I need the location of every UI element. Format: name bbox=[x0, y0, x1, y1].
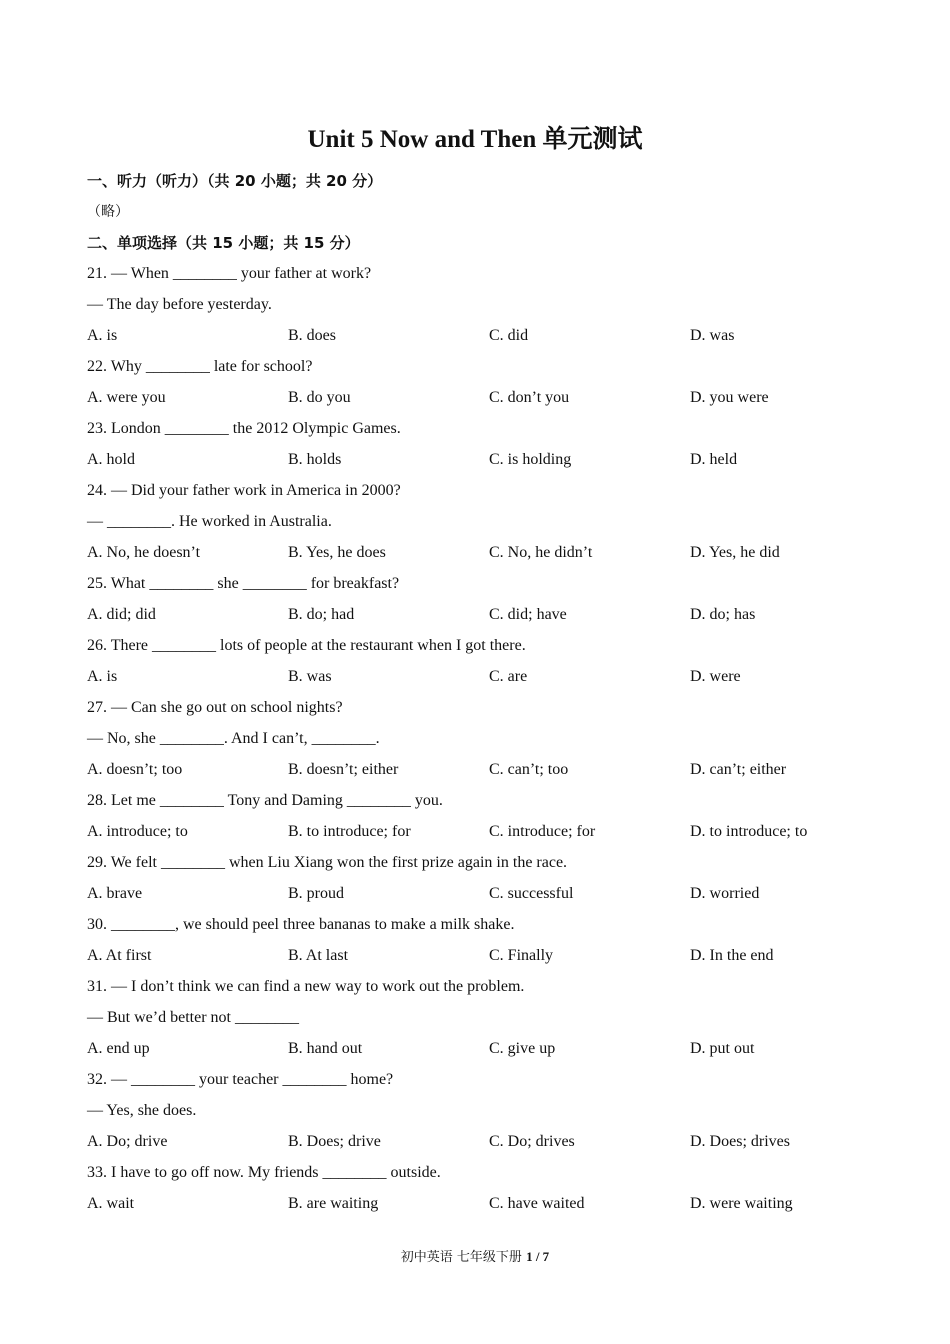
question-stem: 22. Why ________ late for school? bbox=[87, 358, 313, 375]
question-stem: 29. We felt ________ when Liu Xiang won the first prize again in the race. bbox=[87, 854, 568, 871]
answer-option: B. holds bbox=[288, 451, 342, 468]
answer-option: D. can’t; either bbox=[690, 761, 787, 778]
answer-option: B. doesn’t; either bbox=[288, 761, 399, 778]
question-dialogue-line: — No, she ________. And I can’t, ________. bbox=[87, 730, 380, 747]
question-dialogue-line: — ________. He worked in Australia. bbox=[87, 513, 332, 530]
page-title: Unit 5 Now and Then 单元测试 bbox=[307, 126, 643, 153]
answer-option: B. does bbox=[288, 327, 336, 344]
answer-option: C. Do; drives bbox=[489, 1133, 575, 1150]
answer-option: B. do; had bbox=[288, 606, 355, 623]
question-stem: 28. Let me ________ Tony and Daming ________ you. bbox=[87, 792, 443, 809]
answer-option: B. Does; drive bbox=[288, 1133, 381, 1150]
question-dialogue-line: — Yes, she does. bbox=[87, 1102, 197, 1119]
answer-option: C. successful bbox=[489, 885, 574, 902]
answer-option: A. were you bbox=[87, 389, 166, 406]
footer-page-number: 1 / 7 bbox=[526, 1249, 550, 1264]
answer-option: D. were bbox=[690, 668, 741, 685]
answer-option: C. give up bbox=[489, 1040, 556, 1057]
answer-option: A. wait bbox=[87, 1195, 135, 1212]
answer-option: D. worried bbox=[690, 885, 760, 902]
answer-option: C. Finally bbox=[489, 947, 554, 964]
answer-option: B. was bbox=[288, 668, 332, 685]
question-stem: 27. — Can she go out on school nights? bbox=[87, 699, 343, 716]
section-note: （略） bbox=[87, 204, 129, 220]
answer-option: A. introduce; to bbox=[87, 823, 188, 840]
answer-option: C. don’t you bbox=[489, 389, 570, 406]
answer-option: A. doesn’t; too bbox=[87, 761, 183, 778]
answer-option: A. No, he doesn’t bbox=[87, 544, 201, 561]
question-stem: 21. — When ________ your father at work? bbox=[87, 265, 372, 282]
answer-option: C. have waited bbox=[489, 1195, 585, 1212]
answer-option: B. do you bbox=[288, 389, 351, 406]
question-stem: 25. What ________ she ________ for breakfast? bbox=[87, 575, 400, 592]
footer-course: 初中英语 七年级下册 bbox=[400, 1250, 527, 1265]
answer-option: D. was bbox=[690, 327, 735, 344]
answer-option: D. to introduce; to bbox=[690, 823, 808, 840]
answer-option: A. is bbox=[87, 668, 118, 685]
answer-option: D. Does; drives bbox=[690, 1133, 790, 1150]
question-dialogue-line: — But we’d better not ________ bbox=[87, 1009, 299, 1026]
question-dialogue-line: — The day before yesterday. bbox=[87, 296, 272, 313]
section-heading-listening: 一、听力（听力）（共 20 小题；共 20 分） bbox=[87, 172, 383, 190]
answer-option: B. hand out bbox=[288, 1040, 363, 1057]
answer-option: B. Yes, he does bbox=[288, 544, 386, 561]
answer-option: D. you were bbox=[690, 389, 769, 406]
answer-option: C. did; have bbox=[489, 606, 567, 623]
question-stem: 31. — I don’t think we can find a new way to work out the problem. bbox=[87, 978, 525, 995]
answer-option: A. did; did bbox=[87, 606, 156, 623]
answer-option: A. Do; drive bbox=[87, 1133, 168, 1150]
answer-option: D. In the end bbox=[690, 947, 774, 964]
answer-option: C. is holding bbox=[489, 451, 572, 468]
question-stem: 33. I have to go off now. My friends ________ outside. bbox=[87, 1164, 441, 1181]
answer-option: D. do; has bbox=[690, 606, 756, 623]
answer-option: D. put out bbox=[690, 1040, 755, 1057]
answer-option: A. brave bbox=[87, 885, 143, 902]
answer-option: A. At first bbox=[87, 947, 152, 964]
answer-option: D. Yes, he did bbox=[690, 544, 780, 561]
question-stem: 23. London ________ the 2012 Olympic Games. bbox=[87, 420, 401, 437]
answer-option: D. held bbox=[690, 451, 738, 468]
answer-option: D. were waiting bbox=[690, 1195, 793, 1212]
section-heading-single-choice: 二、单项选择（共 15 小题；共 15 分） bbox=[87, 234, 360, 252]
answer-option: A. end up bbox=[87, 1040, 150, 1057]
question-stem: 32. — ________ your teacher ________ home? bbox=[87, 1071, 394, 1088]
answer-option: B. to introduce; for bbox=[288, 823, 411, 840]
answer-option: B. proud bbox=[288, 885, 344, 902]
answer-option: C. are bbox=[489, 668, 528, 685]
answer-option: A. hold bbox=[87, 451, 135, 468]
answer-option: A. is bbox=[87, 327, 118, 344]
question-stem: 24. — Did your father work in America in 2000? bbox=[87, 482, 401, 499]
answer-option: B. are waiting bbox=[288, 1195, 379, 1212]
question-stem: 26. There ________ lots of people at the restaurant when I got there. bbox=[87, 637, 526, 654]
answer-option: C. can’t; too bbox=[489, 761, 569, 778]
question-stem: 30. ________, we should peel three bananas to make a milk shake. bbox=[87, 916, 515, 933]
answer-option: B. At last bbox=[288, 947, 349, 964]
answer-option: C. did bbox=[489, 327, 529, 344]
answer-option: C. No, he didn’t bbox=[489, 544, 593, 561]
answer-option: C. introduce; for bbox=[489, 823, 596, 840]
page-footer bbox=[0, 1246, 950, 1265]
